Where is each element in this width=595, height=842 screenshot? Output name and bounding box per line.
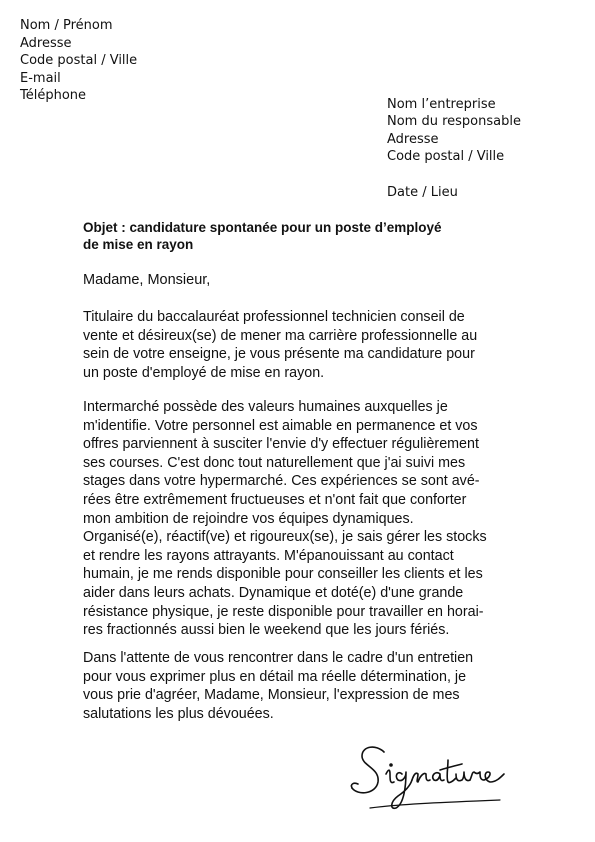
paragraph-line: sein de votre enseigne, je vous présente ma candidature pour	[83, 346, 475, 363]
signature	[340, 738, 510, 818]
subject-line	[83, 219, 523, 253]
paragraph-line: humain, je me rends disponible pour conseiller les clients et les	[83, 566, 483, 583]
paragraph-line: et rendre les rayons attrayants. M'épanouissant au contact	[83, 547, 454, 564]
paragraph-line: un poste d'employé de mise en rayon.	[83, 364, 325, 381]
paragraph-line: offres parviennent à susciter l'envie d'y effectuer régulièrement	[83, 436, 479, 453]
paragraph-line: rées être extrêmement fructueuses et n'ont fait que conforter	[83, 491, 467, 508]
paragraph-line: vente et désireux(se) de mener ma carrière professionnelle au	[83, 327, 478, 344]
signature-scribble	[340, 738, 510, 818]
paragraph-closing	[83, 649, 473, 723]
paragraph-line: stages dans votre hypermarché. Ces expériences se sont avé-	[83, 473, 480, 490]
paragraph-line: salutations les plus dévouées.	[83, 705, 274, 722]
sender-name: Nom / Prénom	[20, 18, 113, 33]
sender-email: E-mail	[20, 70, 61, 86]
paragraph-line: résistance physique, je reste disponible pour travailler en horai-	[83, 603, 484, 620]
paragraph-line: vous prie d'agréer, Madame, Monsieur, l'expression de mes	[83, 687, 460, 704]
recipient-manager: Nom du responsable	[387, 114, 521, 130]
date-place: Date / Lieu	[387, 185, 458, 200]
paragraph-line: mon ambition de rejoindre vos équipes dynamiques.	[83, 510, 414, 527]
paragraph-line: ses courses. C'est donc tout naturellement que j'ai suivi mes	[83, 454, 466, 471]
sender-block	[20, 17, 137, 105]
sender-phone: Téléphone	[20, 88, 87, 104]
subject-line-1: Objet : candidature spontanée pour un poste d’employé	[83, 220, 442, 235]
recipient-block	[387, 96, 521, 166]
paragraph-line: Dans l'attente de vous rencontrer dans le cadre d'un entretien	[83, 650, 474, 666]
paragraph-line: Organisé(e), réactif(ve) et rigoureux(se), je sais gérer les stocks	[83, 529, 487, 546]
subject-line-2: de mise en rayon	[83, 237, 194, 252]
paragraph-line: m'identifie. Votre personnel est aimable en permanence et vos	[83, 417, 478, 434]
sender-postal-city: Code postal / Ville	[20, 53, 138, 69]
paragraph-line: Titulaire du baccalauréat professionnel technicien conseil de	[83, 309, 465, 325]
paragraph-line: res fractionnés aussi bien le weekend que les jours fériés.	[83, 622, 450, 639]
paragraph-body	[83, 398, 487, 640]
paragraph-line: pour vous exprimer plus en détail ma réelle détermination, je	[83, 668, 467, 685]
recipient-company: Nom l’entreprise	[387, 97, 496, 112]
salutation: Madame, Monsieur,	[83, 272, 211, 288]
sender-address: Adresse	[20, 35, 72, 51]
paragraph-line: Intermarché possède des valeurs humaines auxquelles je	[83, 399, 448, 415]
paragraph-intro	[83, 308, 477, 382]
recipient-postal-city: Code postal / Ville	[387, 149, 505, 165]
paragraph-line: aider dans leurs achats. Dynamique et doté(e) d'une grande	[83, 584, 464, 601]
recipient-address: Adresse	[387, 131, 439, 147]
